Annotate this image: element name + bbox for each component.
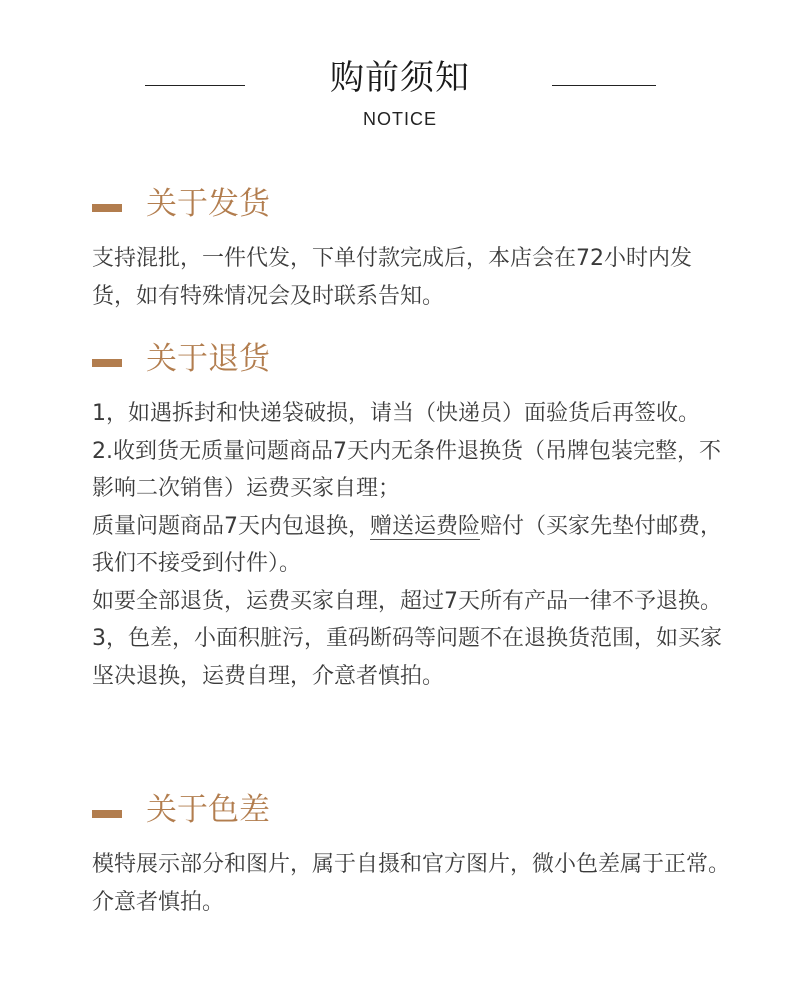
page-subtitle: NOTICE	[362, 109, 437, 129]
section-paragraph: 如要全部退货，运费买家自理，超过7天所有产品一律不予退换。	[92, 588, 722, 614]
section-bar-icon	[92, 810, 122, 818]
section-heading	[92, 788, 732, 832]
section-paragraph: 模特展示部分和图片，属于自摄和官方图片，微小色差属于正常。介意者慎拍。	[92, 852, 731, 915]
section-bar-icon	[92, 204, 122, 212]
section-paragraph-mixed	[92, 508, 732, 583]
section-paragraph: 2.收到货无质量问题商品7天内无条件退换货（吊牌包装完整，不影响二次销售）运费买家自理；	[92, 438, 721, 501]
section-color-difference	[92, 788, 732, 921]
section-paragraph: 3，色差，小面积脏污，重码断码等问题不在退换货范围，如买家坚决退换，运费自理，介意者慎拍。	[92, 626, 722, 689]
paragraph-text: 赔付（买家先垫付邮费，我们不接受到付件）。	[92, 513, 723, 576]
section-paragraph: 支持混批，一件代发，下单付款完成后，本店会在72小时内发货，如有特殊情况会及时联系告知。	[92, 246, 692, 309]
page-title: 购前须知	[330, 58, 470, 98]
header-divider-right	[552, 85, 656, 86]
section-bar-icon	[92, 359, 122, 367]
section-title: 关于色差	[146, 792, 270, 828]
section-title: 关于发货	[146, 186, 270, 222]
section-paragraph: 1，如遇拆封和快递袋破损，请当（快递员）面验货后再签收。	[92, 401, 700, 426]
section-returns	[92, 337, 732, 695]
section-shipping	[92, 182, 732, 315]
paragraph-text: 质量问题商品7天内包退换，	[92, 513, 370, 539]
section-heading	[92, 182, 732, 226]
shipping-insurance-link: 赠送运费险	[370, 513, 481, 539]
notice-header	[0, 54, 800, 144]
section-heading	[92, 337, 732, 381]
section-title: 关于退货	[146, 341, 270, 377]
